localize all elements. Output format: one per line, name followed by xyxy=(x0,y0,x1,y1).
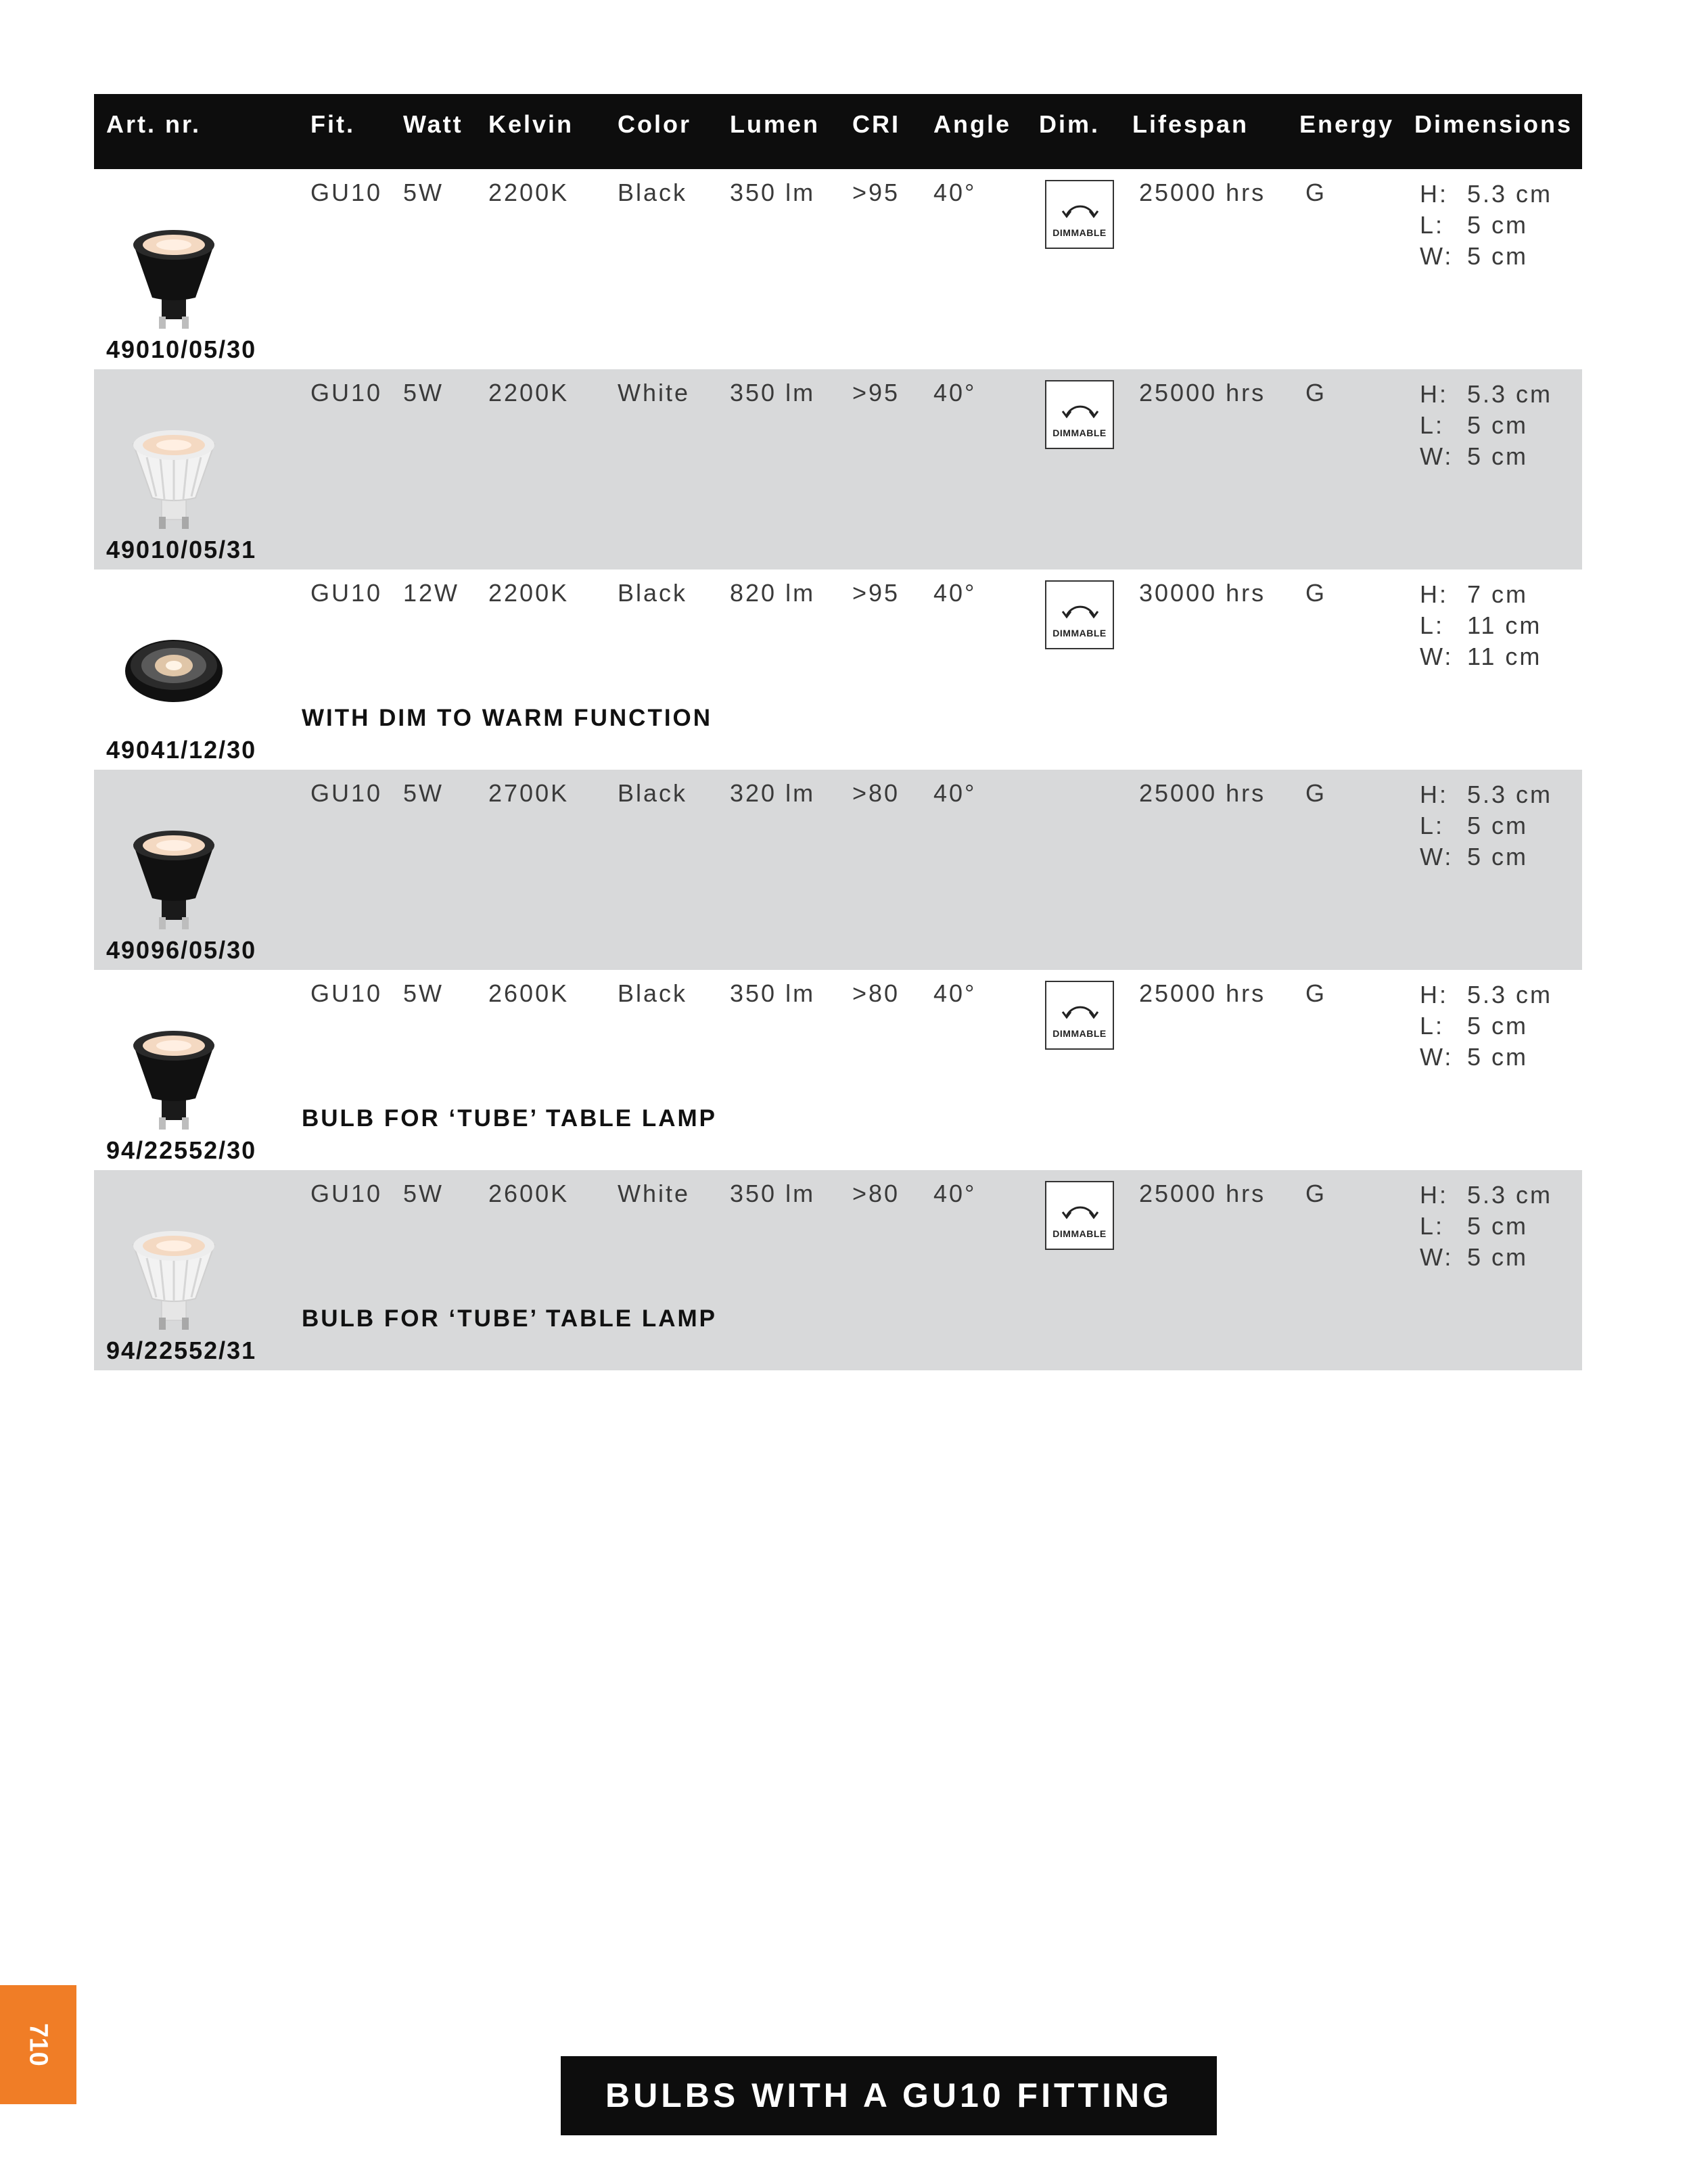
dim-h-label: H: xyxy=(1420,180,1448,208)
section-title-banner: BULBS WITH A GU10 FITTING xyxy=(561,2056,1217,2135)
cell-angle: 40° xyxy=(933,779,977,807)
cell-lifespan: 25000 hrs xyxy=(1139,1180,1266,1207)
header-art-nr: Art. nr. xyxy=(106,110,202,138)
cell-angle: 40° xyxy=(933,979,977,1007)
dim-l-value: 5 cm xyxy=(1467,411,1529,439)
dim-l-value: 5 cm xyxy=(1467,812,1529,839)
dimmable-label: DIMMABLE xyxy=(1052,628,1107,638)
cell-cri: >80 xyxy=(852,779,900,807)
cell-kelvin: 2600K xyxy=(488,979,570,1007)
cell-kelvin: 2200K xyxy=(488,579,570,607)
cell-cri: >95 xyxy=(852,379,900,406)
dim-w-label: W: xyxy=(1420,442,1454,470)
dim-l-label: L: xyxy=(1420,812,1445,839)
dim-h-value: 5.3 cm xyxy=(1467,180,1553,208)
article-number: 94/22552/31 xyxy=(106,1337,257,1364)
cell-dimensions xyxy=(1420,579,1542,672)
cell-color: Black xyxy=(618,579,688,607)
header-dim: Dim. xyxy=(1039,110,1101,138)
dim-h-value: 5.3 cm xyxy=(1467,981,1553,1008)
cell-kelvin: 2700K xyxy=(488,779,570,807)
table-row xyxy=(94,369,1582,570)
table-row xyxy=(94,770,1582,970)
cell-cri: >95 xyxy=(852,579,900,607)
cell-fit: GU10 xyxy=(310,979,383,1007)
product-spec-table xyxy=(94,94,1582,1370)
cell-fit: GU10 xyxy=(310,779,383,807)
cell-energy: G xyxy=(1305,379,1327,406)
table-row xyxy=(94,169,1582,369)
dim-w-label: W: xyxy=(1420,1243,1454,1271)
cell-cri: >95 xyxy=(852,179,900,206)
white-gu10-bulb-image xyxy=(120,1217,228,1332)
cell-color: White xyxy=(618,1180,691,1207)
cell-lumen: 350 lm xyxy=(730,179,816,206)
cell-dimensions xyxy=(1420,379,1552,472)
table-row xyxy=(94,970,1582,1170)
dimmable-icon xyxy=(1045,180,1114,249)
cell-angle: 40° xyxy=(933,579,977,607)
table-row xyxy=(94,1170,1582,1370)
article-number: 94/22552/30 xyxy=(106,1136,257,1164)
cell-lifespan: 30000 hrs xyxy=(1139,579,1266,607)
page-number: 710 xyxy=(24,2023,53,2066)
dim-h-label: H: xyxy=(1420,580,1448,608)
table-body xyxy=(94,169,1582,1370)
cell-watt: 5W xyxy=(403,379,444,406)
dimmable-icon xyxy=(1045,1181,1114,1250)
white-gu10-bulb-image xyxy=(120,417,228,532)
black-gu10-bulb-image xyxy=(120,216,228,331)
cell-angle: 40° xyxy=(933,1180,977,1207)
dim-w-value: 11 cm xyxy=(1467,643,1542,670)
dim-h-value: 5.3 cm xyxy=(1467,380,1553,408)
cell-lifespan: 25000 hrs xyxy=(1139,779,1266,807)
cell-lumen: 350 lm xyxy=(730,1180,816,1207)
header-color: Color xyxy=(618,110,691,138)
cell-fit: GU10 xyxy=(310,379,383,406)
cell-color: Black xyxy=(618,979,688,1007)
cell-watt: 5W xyxy=(403,1180,444,1207)
dim-w-value: 5 cm xyxy=(1467,242,1529,270)
cell-lumen: 350 lm xyxy=(730,379,816,406)
dimmable-arrow-icon xyxy=(1061,193,1099,220)
dim-l-value: 11 cm xyxy=(1467,611,1542,639)
dim-h-value: 5.3 cm xyxy=(1467,781,1553,808)
cell-watt: 12W xyxy=(403,579,460,607)
header-dimensions: Dimensions xyxy=(1414,110,1573,138)
article-number: 49041/12/30 xyxy=(106,736,257,764)
cell-dimensions xyxy=(1420,979,1552,1073)
dim-w-label: W: xyxy=(1420,643,1454,670)
article-number: 49010/05/30 xyxy=(106,335,257,363)
cell-lifespan: 25000 hrs xyxy=(1139,179,1266,206)
product-note: WITH DIM TO WARM FUNCTION xyxy=(302,705,713,731)
dim-l-value: 5 cm xyxy=(1467,211,1529,239)
dim-w-value: 5 cm xyxy=(1467,843,1529,870)
dim-h-value: 7 cm xyxy=(1467,580,1529,608)
cell-lumen: 320 lm xyxy=(730,779,816,807)
article-number: 49010/05/31 xyxy=(106,536,257,563)
cell-lifespan: 25000 hrs xyxy=(1139,979,1266,1007)
cell-watt: 5W xyxy=(403,779,444,807)
dim-w-label: W: xyxy=(1420,843,1454,870)
cell-dimensions xyxy=(1420,779,1552,873)
dim-h-label: H: xyxy=(1420,380,1448,408)
cell-kelvin: 2200K xyxy=(488,379,570,406)
dim-l-value: 5 cm xyxy=(1467,1012,1529,1040)
dimmable-icon xyxy=(1045,380,1114,449)
cell-fit: GU10 xyxy=(310,1180,383,1207)
cell-energy: G xyxy=(1305,179,1327,206)
cell-color: Black xyxy=(618,779,688,807)
cell-angle: 40° xyxy=(933,379,977,406)
header-energy: Energy xyxy=(1299,110,1395,138)
dimmable-label: DIMMABLE xyxy=(1052,227,1107,238)
dimmable-arrow-icon xyxy=(1061,594,1099,621)
dimmable-arrow-icon xyxy=(1061,994,1099,1021)
table-row xyxy=(94,570,1582,770)
product-note: BULB FOR ‘TUBE’ TABLE LAMP xyxy=(302,1305,717,1332)
page-number-tab xyxy=(0,1985,76,2104)
cell-dimensions xyxy=(1420,179,1552,272)
header-lifespan: Lifespan xyxy=(1132,110,1249,138)
header-lumen: Lumen xyxy=(730,110,820,138)
cell-watt: 5W xyxy=(403,979,444,1007)
dimmable-arrow-icon xyxy=(1061,1194,1099,1222)
header-fit: Fit. xyxy=(310,110,355,138)
dim-l-label: L: xyxy=(1420,1012,1445,1040)
dim-h-label: H: xyxy=(1420,781,1448,808)
cell-cri: >80 xyxy=(852,979,900,1007)
dim-h-value: 5.3 cm xyxy=(1467,1181,1553,1209)
header-angle: Angle xyxy=(933,110,1012,138)
dimmable-label: DIMMABLE xyxy=(1052,1028,1107,1039)
cell-kelvin: 2200K xyxy=(488,179,570,206)
black-ar111-bulb-image xyxy=(120,617,228,732)
cell-color: White xyxy=(618,379,691,406)
article-number: 49096/05/30 xyxy=(106,936,257,964)
cell-fit: GU10 xyxy=(310,579,383,607)
cell-cri: >80 xyxy=(852,1180,900,1207)
dim-w-value: 5 cm xyxy=(1467,1043,1529,1071)
cell-color: Black xyxy=(618,179,688,206)
dim-h-label: H: xyxy=(1420,981,1448,1008)
cell-fit: GU10 xyxy=(310,179,383,206)
cell-energy: G xyxy=(1305,1180,1327,1207)
cell-lumen: 820 lm xyxy=(730,579,816,607)
dim-w-value: 5 cm xyxy=(1467,442,1529,470)
dimmable-arrow-icon xyxy=(1061,394,1099,421)
cell-energy: G xyxy=(1305,979,1327,1007)
dim-l-label: L: xyxy=(1420,411,1445,439)
dim-l-value: 5 cm xyxy=(1467,1212,1529,1240)
header-cri: CRI xyxy=(852,110,900,138)
cell-watt: 5W xyxy=(403,179,444,206)
dim-w-label: W: xyxy=(1420,1043,1454,1071)
cell-energy: G xyxy=(1305,779,1327,807)
table-header xyxy=(94,94,1582,169)
dim-l-label: L: xyxy=(1420,1212,1445,1240)
dimmable-label: DIMMABLE xyxy=(1052,1228,1107,1239)
black-gu10-bulb-image xyxy=(120,817,228,932)
cell-angle: 40° xyxy=(933,179,977,206)
header-kelvin: Kelvin xyxy=(488,110,574,138)
dim-h-label: H: xyxy=(1420,1181,1448,1209)
cell-lumen: 350 lm xyxy=(730,979,816,1007)
cell-kelvin: 2600K xyxy=(488,1180,570,1207)
dim-l-label: L: xyxy=(1420,611,1445,639)
product-note: BULB FOR ‘TUBE’ TABLE LAMP xyxy=(302,1105,717,1132)
black-gu10-bulb-image xyxy=(120,1017,228,1132)
header-watt: Watt xyxy=(403,110,463,138)
dimmable-icon xyxy=(1045,580,1114,649)
dimmable-icon xyxy=(1045,981,1114,1050)
dim-w-label: W: xyxy=(1420,242,1454,270)
cell-lifespan: 25000 hrs xyxy=(1139,379,1266,406)
dimmable-label: DIMMABLE xyxy=(1052,427,1107,438)
dim-w-value: 5 cm xyxy=(1467,1243,1529,1271)
cell-energy: G xyxy=(1305,579,1327,607)
dim-l-label: L: xyxy=(1420,211,1445,239)
cell-dimensions xyxy=(1420,1180,1552,1273)
